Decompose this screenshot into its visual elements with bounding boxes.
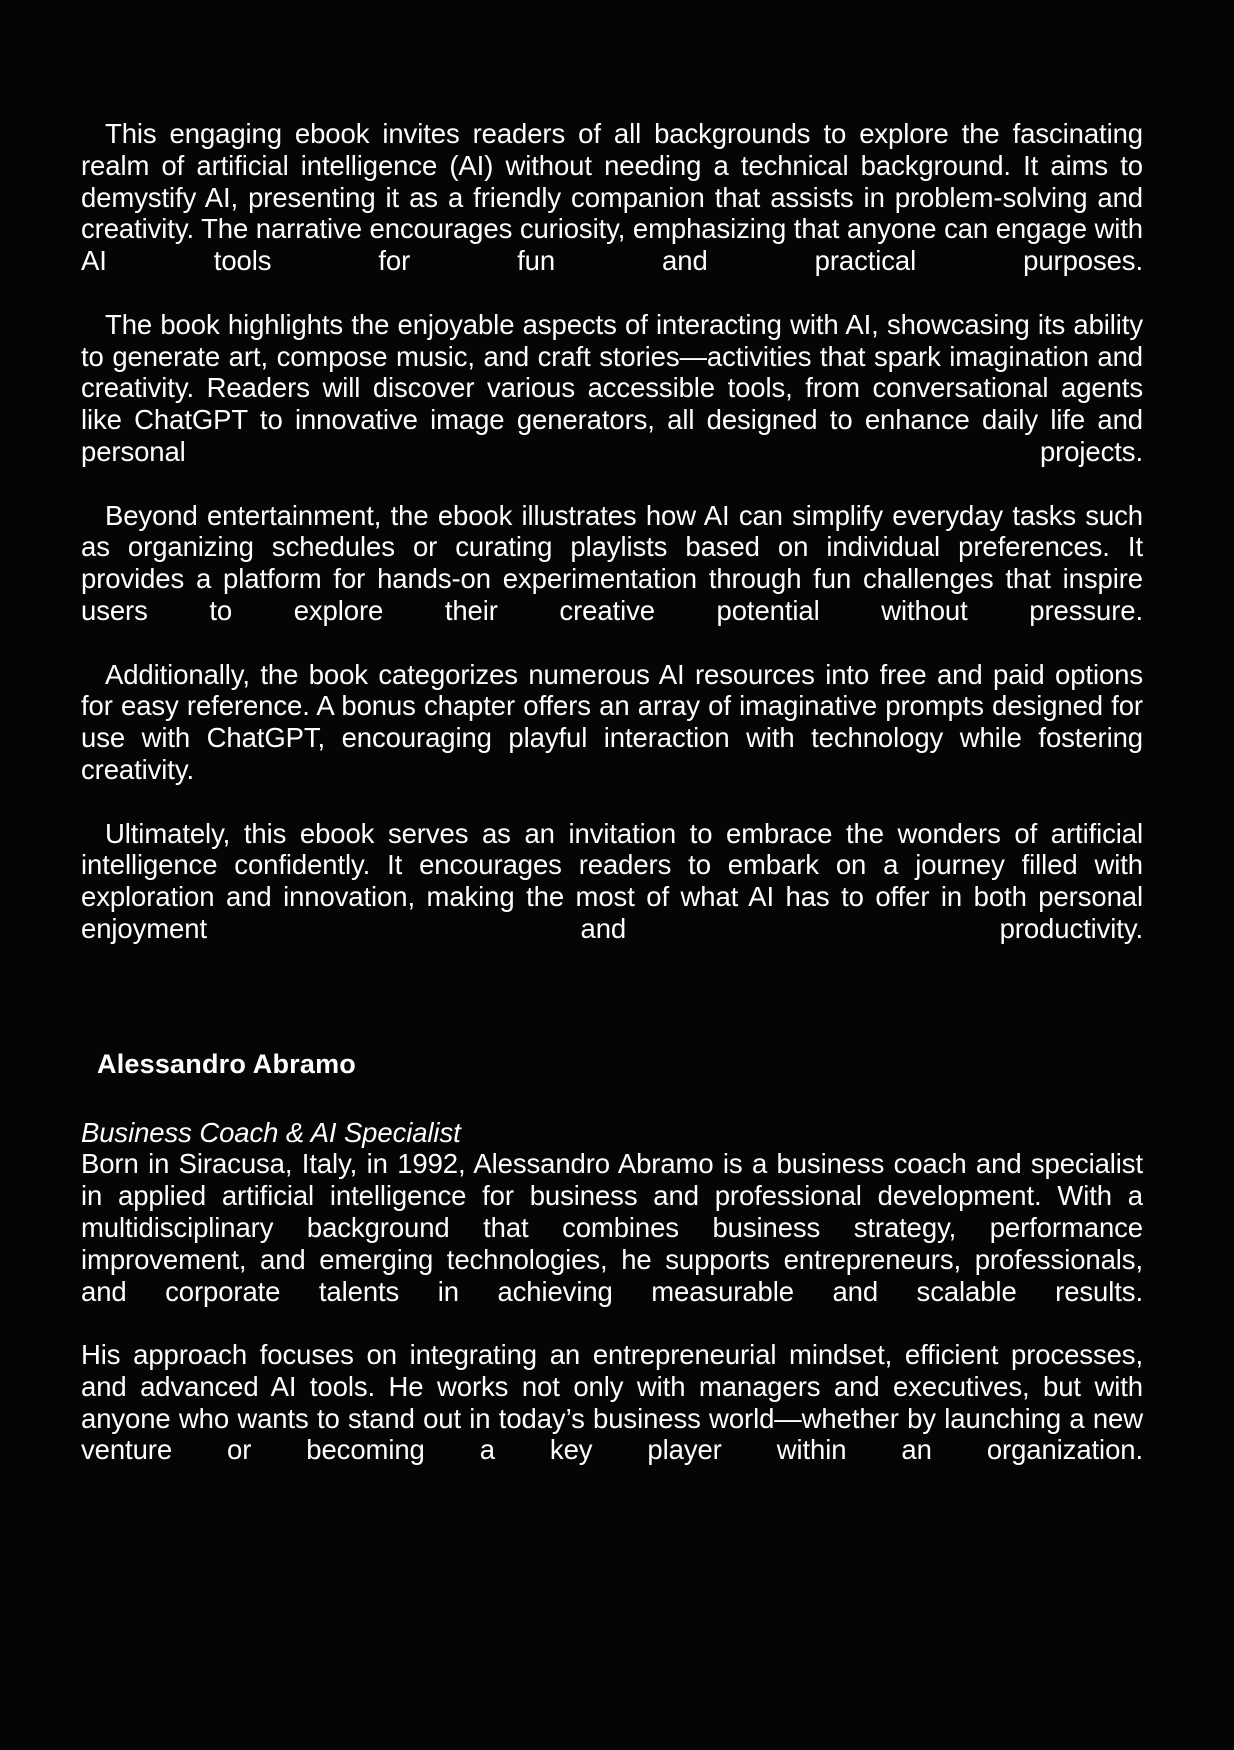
author-bio-paragraph-2: His approach focuses on integrating an entrepreneurial mindset, efficient processes, and advanced AI tools. He works not only with managers and executives, but with anyone who wants to stand out in today’s business world—whether by launching a new venture or becoming a key player within an organization. bbox=[81, 1339, 1143, 1466]
author-bio-paragraph-1: Born in Siracusa, Italy, in 1992, Alessandro Abramo is a business coach and specialist in applied artificial intelligence for business and professional development. With a multidisciplinary background that combines business strategy, performance improvement, and emerging technologies, he supports entrepreneurs, professionals, and corporate talents in achieving measurable and scalable results. bbox=[81, 1148, 1143, 1307]
author-section-spacer bbox=[81, 977, 1143, 1047]
author-role-subtitle: Business Coach & AI Specialist bbox=[81, 1116, 461, 1148]
body-paragraph-1: This engaging ebook invites readers of all backgrounds to explore the fascinating realm of artificial intelligence (AI) without needing a technical background. It aims to demystify AI, presenting it as a friendly companion that assists in problem-solving and creativity. The narrative encourages curiosity, emphasizing that anyone can engage with AI tools for fun and practical purposes. bbox=[81, 118, 1143, 277]
author-name-heading: Alessandro Abramo bbox=[97, 1048, 356, 1079]
body-paragraph-3: Beyond entertainment, the ebook illustrates how AI can simplify everyday tasks such as organizing schedules or curating playlists based on individual preferences. It provides a platform for hands-on experimentation through fun challenges that inspire users to explore their creative potential without pressure. bbox=[81, 499, 1143, 626]
body-paragraph-2: The book highlights the enjoyable aspects of interacting with AI, showcasing its ability to generate art, compose music, and craft stories—activities that spark imagination and creativity. Readers will discover various accessible tools, from conversational agents like ChatGPT to innovative image generators, all designed to enhance daily life and personal projects. bbox=[81, 308, 1143, 467]
body-paragraph-4: Additionally, the book categorizes numerous AI resources into free and paid options for easy reference. A bonus chapter offers an array of imaginative prompts designed for use with ChatGPT, encouraging playful interaction with technology while fostering creativity. bbox=[81, 658, 1143, 785]
body-paragraph-5: Ultimately, this ebook serves as an invitation to embrace the wonders of artificial intelligence confidently. It encourages readers to embark on a journey filled with exploration and innovation, making the most of what AI has to offer in both personal enjoyment and productivity. bbox=[81, 817, 1143, 944]
document-content bbox=[81, 118, 1143, 1498]
author-role-spacer bbox=[81, 1081, 1143, 1117]
